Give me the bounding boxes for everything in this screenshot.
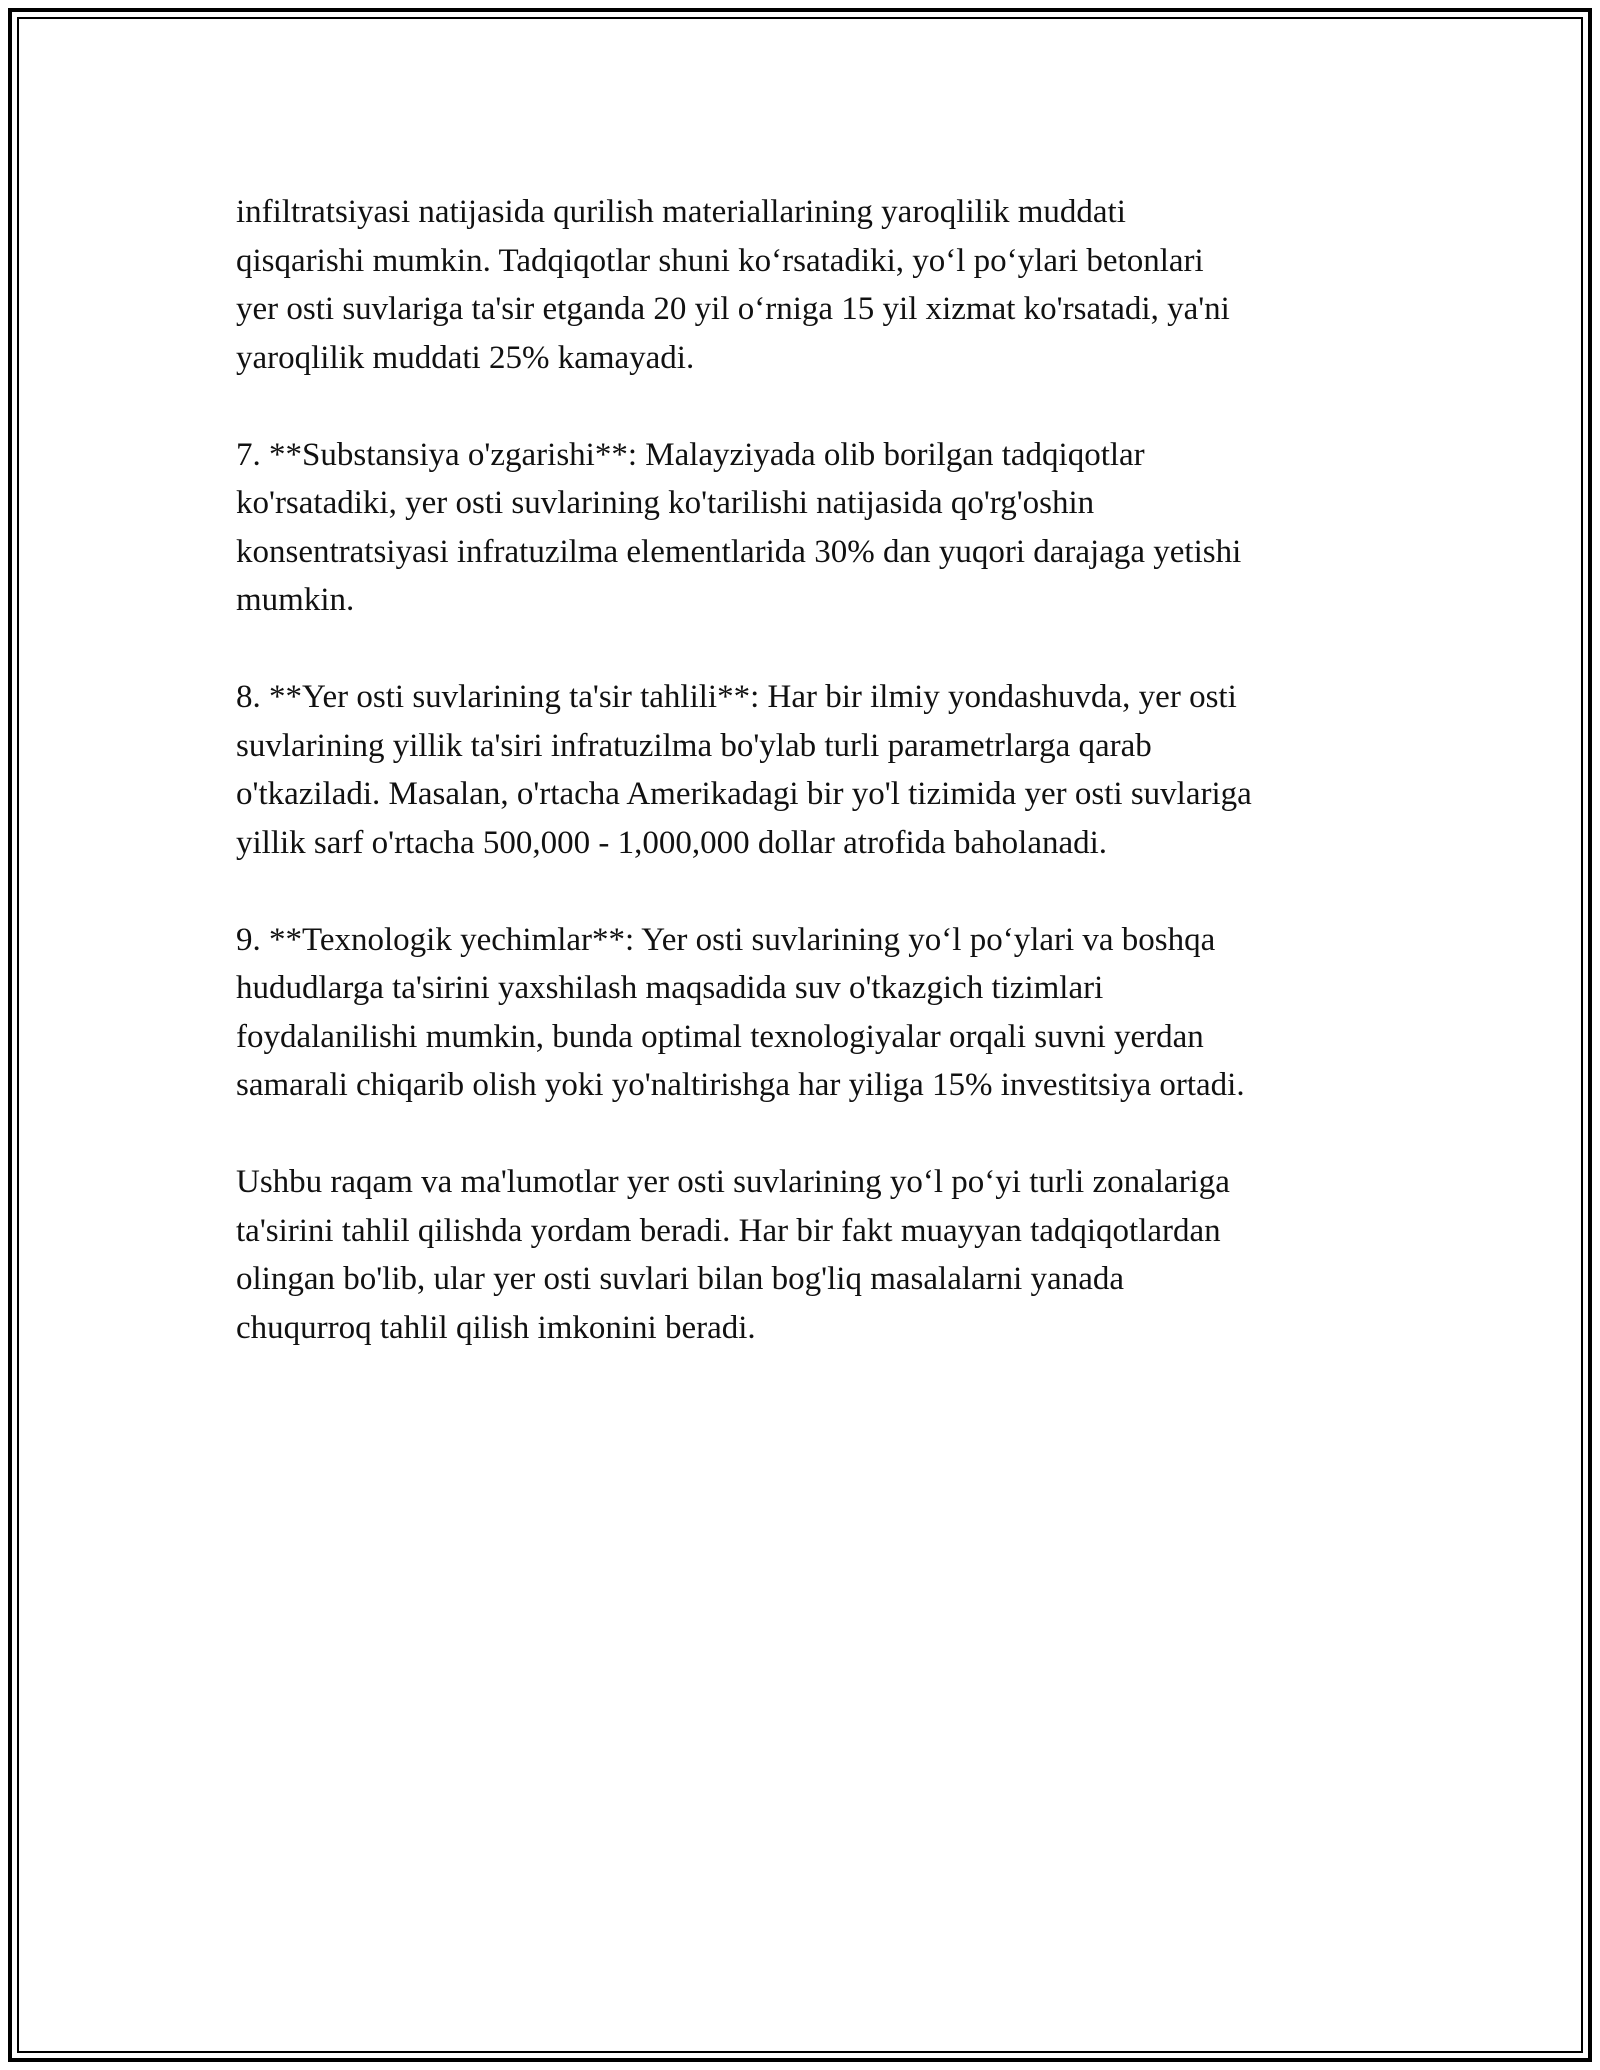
document-body: [236, 188, 1386, 1401]
text-line: infiltratsiyasi natijasida qurilish materiallarining yaroqlilik muddati: [236, 194, 1126, 230]
text-line: 8. **Yer osti suvlarining ta'sir tahlili**: Har bir ilmiy yondashuvda, yer osti: [236, 679, 1237, 715]
text-line: konsentratsiyasi infratuzilma elementlarida 30% dan yuqori darajaga yetishi: [236, 533, 1242, 570]
text-line: yer osti suvlariga ta'sir etganda 20 yil o‘rniga 15 yil xizmat ko'rsatadi, ya'ni: [236, 291, 1230, 327]
text-line: hududlarga ta'sirini yaxshilash maqsadida suv o'tkazgich tizimlari: [236, 970, 1104, 1006]
text-line: olingan bo'lib, ular yer osti suvlari bilan bog'liq masalalarni yanada: [236, 1261, 1125, 1297]
text-line: 7. **Substansiya o'zgarishi**: Malayziyada olib borilgan tadqiqotlar: [236, 436, 1145, 473]
text-line: yaroqlilik muddati 25% kamayadi.: [236, 339, 695, 376]
paragraph-item-9: [236, 916, 1386, 1110]
text-line: qisqarishi mumkin. Tadqiqotlar shuni ko‘rsatadiki, yo‘l po‘ylari betonlari: [236, 242, 1204, 279]
text-line: ko'rsatadiki, yer osti suvlarining ko'tarilishi natijasida qo'rg'oshin: [236, 485, 1095, 521]
text-line: o'tkaziladi. Masalan, o'rtacha Amerikadagi bir yo'l tizimida yer osti suvlariga: [236, 776, 1252, 812]
text-line: suvlarining yillik ta'siri infratuzilma bo'ylab turli parametrlarga qarab: [236, 727, 1152, 764]
text-line: Ushbu raqam va ma'lumotlar yer osti suvlarining yo‘l po‘yi turli zonalariga: [236, 1164, 1230, 1200]
paragraph-item-8: [236, 673, 1386, 867]
paragraph-item-7: [236, 431, 1386, 625]
text-line: chuqurroq tahlil qilish imkonini beradi.: [236, 1309, 756, 1346]
text-line: mumkin.: [236, 582, 355, 618]
paragraph-conclusion: [236, 1158, 1386, 1352]
text-line: samarali chiqarib olish yoki yo'naltirishga har yiliga 15% investitsiya ortadi.: [236, 1067, 1245, 1103]
text-line: ta'sirini tahlil qilishda yordam beradi. Har bir fakt muayyan tadqiqotlardan: [236, 1212, 1221, 1249]
text-line: yillik sarf o'rtacha 500,000 - 1,000,000 dollar atrofida baholanadi.: [236, 824, 1108, 861]
text-line: foydalanilishi mumkin, bunda optimal texnologiyalar orqali suvni yerdan: [236, 1018, 1204, 1055]
text-line: 9. **Texnologik yechimlar**: Yer osti suvlarining yo‘l po‘ylari va boshqa: [236, 921, 1216, 958]
paragraph-infiltration: [236, 188, 1386, 382]
